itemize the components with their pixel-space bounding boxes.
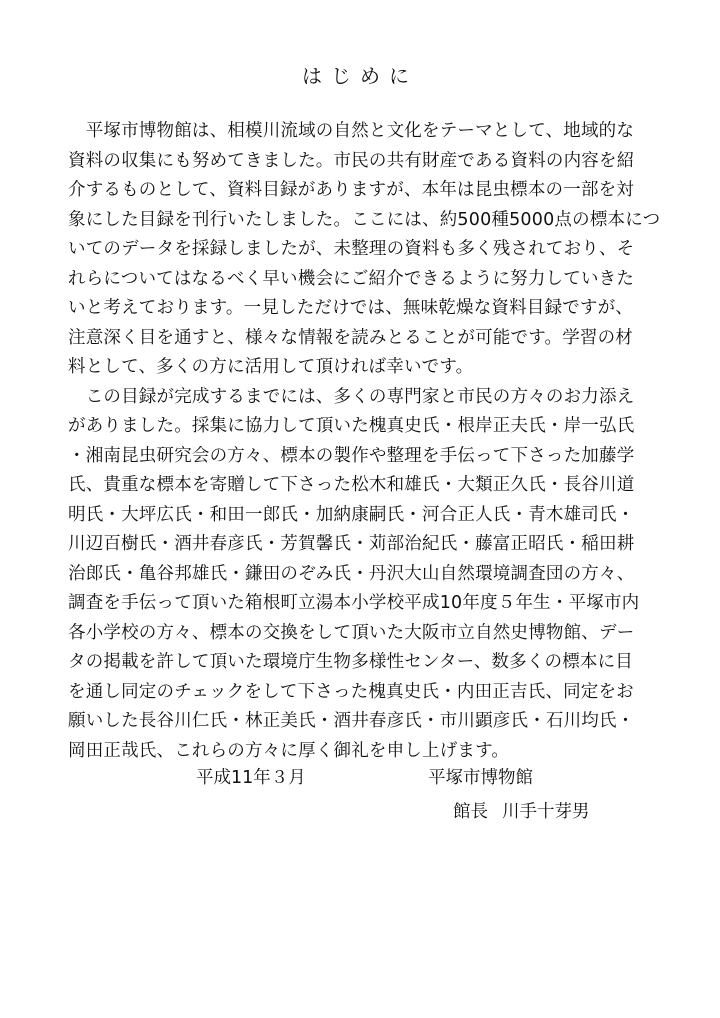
publication-date: 平成11年３月	[196, 768, 306, 788]
text-line: 願いした長谷川仁氏・林正美氏・酒井春彦氏・市川顕彦氏・石川均氏・	[68, 711, 635, 731]
director-line	[453, 798, 590, 826]
text-line: 資料の収集にも努めてきました。市民の共有財産である資料の内容を紹	[68, 150, 635, 171]
text-line: タの掲載を許して頂いた環境庁生物多様性センター、数多くの標本に目	[68, 652, 633, 672]
text-line: いてのデータを採録しましたが、未整理の資料も多く残されており、そ	[68, 239, 635, 259]
text-line: 各小学校の方々、標本の交換をして頂いた大阪市立自然史博物館、デー	[68, 622, 635, 643]
body-text	[68, 117, 668, 766]
text-line: 治郎氏・亀谷邦雄氏・鎌田のぞみ氏・丹沢大山自然環境調査団の方々、	[68, 563, 635, 584]
director-name: 川手十芽男	[502, 802, 590, 822]
text-line: 介するものとして、資料目録がありますが、本年は昆虫標本の一部を対	[68, 180, 635, 200]
text-line: 調査を手伝って頂いた箱根町立湯本小学校平成10年度５年生・平塚市内	[68, 593, 640, 613]
text-line: がありました。採集に協力して頂いた槐真史氏・根岸正夫氏・岸一弘氏	[68, 416, 635, 436]
text-line: この目録が完成するまでには、多くの専門家と市民の方々のお力添え	[68, 386, 635, 407]
director-position: 館長	[453, 802, 488, 822]
text-line: 岡田正哉氏、これらの方々に厚く御礼を申し上げます。	[68, 740, 510, 761]
text-line: を通し同定のチェックをして下さった槐真史氏・内田正吉氏、同定をお	[68, 681, 634, 702]
text-line: 象にした目録を刊行いたしました。ここには、約500種5000点の標本につ	[68, 209, 661, 230]
text-line: 注意深く目を通すと、様々な情報を読みとることが可能です。学習の材	[68, 327, 633, 348]
text-line: 料として、多くの方に活用して頂ければ幸いです。	[68, 357, 474, 377]
text-line: 氏、貴重な標本を寄贈して下さった松木和雄氏・大類正久氏・長谷川道	[68, 475, 635, 495]
page-title: はじめに	[302, 64, 418, 88]
organization-name: 平塚市博物館	[428, 768, 533, 788]
text-line: 平塚市博物館は、相模川流域の自然と文化をテーマとして、地域的な	[68, 121, 635, 141]
text-line: いと考えております。一見しただけでは、無味乾燥な資料目録ですが、	[68, 298, 633, 318]
text-line: 明氏・大坪広氏・和田一郎氏・加納康嗣氏・河合正人氏・青木雄司氏・	[68, 504, 635, 525]
text-line: れらについてはなるべく早い機会にご紹介できるように努力していきた	[68, 268, 635, 289]
text-line: ・湘南昆虫研究会の方々、標本の製作や整理を手伝って下さった加藤学	[68, 445, 635, 466]
text-line: 川辺百樹氏・酒井春彦氏・芳賀馨氏・苅部治紀氏・藤富正昭氏・稲田耕	[68, 534, 635, 554]
